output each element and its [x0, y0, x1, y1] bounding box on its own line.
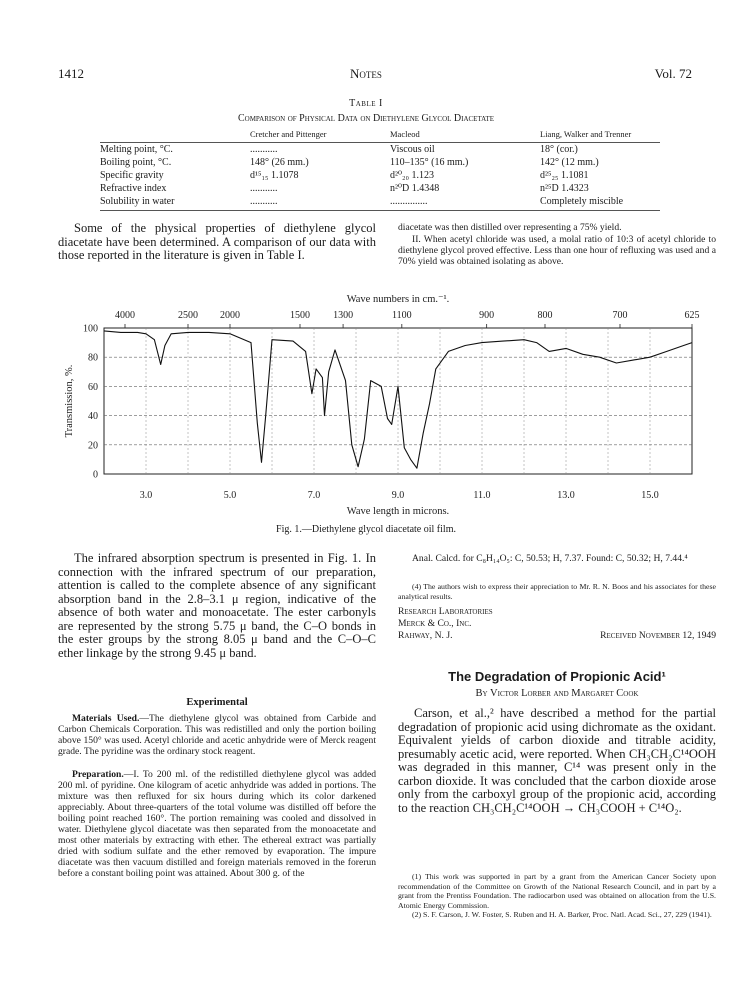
footnote-4: (4) The authors wish to express their appreciation to Mr. R. N. Boos and his associates for these analytical results.	[398, 582, 716, 601]
table-cell: ...........	[250, 183, 278, 194]
ir-spectrum-chart	[60, 288, 700, 548]
ir-spectrum-figure	[60, 288, 700, 548]
y-tick-label: 0	[93, 469, 98, 481]
top-tick-label: 2000	[220, 310, 240, 321]
table-cell: Melting point, °C.	[100, 144, 173, 155]
table-row	[100, 195, 660, 211]
x-tick-label: 5.0	[223, 490, 237, 501]
footnote-1: (1) This work was supported in part by a grant from the American Cancer Society upon recommendation of the Committee on Growth of the National Research Council, and in part by a grant from the Prentiss Foundation. The radiocarbon used was obtained on allocation from the U.S. Atomic Energy Commission.	[398, 872, 716, 910]
page-number: 1412	[58, 66, 84, 81]
yield-paragraph: diacetate was then distilled over representing a 75% yield.	[398, 222, 622, 233]
x-tick-label: 7.0	[307, 490, 321, 501]
table-cell: Boiling point, °C.	[100, 157, 172, 168]
x-tick-label: 13.0	[557, 490, 575, 501]
table-row	[100, 182, 660, 195]
table-cell: n²⁵D 1.4323	[540, 183, 589, 194]
table-cell: n²⁰D 1.4348	[390, 183, 440, 194]
x-tick-label: 15.0	[641, 490, 659, 501]
materials-lead: Materials Used.	[72, 713, 140, 724]
top-tick-label: 2500	[178, 310, 198, 321]
x-tick-label: 11.0	[473, 490, 491, 501]
article-authors: By Victor Lorber and Margaret Cook	[475, 688, 639, 699]
materials-paragraph	[58, 713, 376, 757]
table-cell: Completely miscible	[540, 195, 660, 211]
footnote-2: (2) S. F. Carson, J. W. Foster, S. Ruben and H. A. Barker, Proc. Natl. Acad. Sci., 27, 229 (1941).	[412, 910, 712, 919]
intro-paragraph: Some of the physical properties of diethylene glycol diacetate have been determined. A comparison of our data with those reported in the literature is given in Table I.	[58, 221, 376, 262]
table-header: Cretcher and Pittenger	[250, 129, 390, 143]
table-cell: d¹⁵₁₅ 1.1078	[250, 170, 299, 181]
top-axis-label: Wave numbers in cm.⁻¹.	[346, 294, 450, 305]
top-tick-label: 4000	[115, 310, 135, 321]
x-tick-label: 3.0	[139, 490, 153, 501]
top-tick-label: 1100	[391, 310, 412, 321]
top-tick-label: 1300	[333, 310, 354, 321]
table-header	[100, 129, 250, 143]
materials-text: —The diethylene glycol was obtained from Carbide and Carbon Chemicals Corporation. This was redistilled and only the portion boiling above 150° was used. Acetyl chloride and acetic anhydride were of Merck reagent grade. The pyridine was the ordinary stock reagent.	[58, 713, 377, 757]
table-cell: 110–135° (16 mm.)	[390, 157, 469, 168]
acetyl-chloride-paragraph: II. When acetyl chloride was used, a molal ratio of 10:3 of acetyl chloride to diethylene glycol proved effective. Less than one hour of refluxing was used and a 70% yield was obtained isolating as above.	[398, 234, 716, 267]
comparison-table	[100, 129, 660, 211]
preparation-text: —I. To 200 ml. of the redistilled diethylene glycol was added 200 ml. of pyridine. One kilogram of acetic anhydride was added in portions. The mixture was then refluxed for six hours during which its color darkened appreciably. About three-quarters of the total volume was distilled off before the boiling point reached 160°. The portion remaining was cooled and dissolved in water. Diethylene glycol diacetate was then separated from the monoacetate and most other materials by extracting with ether. The ethereal extract was partially dried with sodium sulfate and the ether removed by evaporation. The impure diacetate was then vacuum distilled and foreign materials removed in the forerun before a constant boiling point was attained. About 300 g. of the	[58, 769, 376, 879]
table-cell: d²⁵₂₅ 1.1081	[540, 170, 589, 181]
volume-label: Vol. 72	[654, 66, 692, 81]
table-cell: Specific gravity	[100, 170, 164, 181]
affiliation-city: Rahway, N. J.	[398, 630, 453, 641]
table-row	[100, 156, 660, 169]
table-row	[100, 143, 660, 157]
table-cell: Viscous oil	[390, 144, 435, 155]
table-cell: ...............	[390, 195, 540, 211]
table-cell: d²⁰₂₀ 1.123	[390, 170, 434, 181]
table-cell: 148° (26 mm.)	[250, 157, 309, 168]
table-cell: Solubility in water	[100, 195, 250, 211]
article-body: Carson, et al.,² have described a method for the partial degradation of propionic acid using dichromate as the oxidant. Equivalent yields of carbon dioxide and titrable acidity, presumably acetic acid, were reported. When CH₃CH₂C¹⁴OOH was degraded in this manner, C¹⁴ was present only in the carbon dioxide. It was concluded that the carbon dioxide arose only from the carboxyl group of the propionic acid, according to the reaction CH₃CH₂C¹⁴OOH → CH₃COOH + C¹⁴O₂.	[398, 706, 716, 815]
preparation-paragraph	[58, 769, 376, 879]
table-header-row	[100, 129, 660, 143]
x-tick-label: 9.0	[391, 490, 405, 501]
table-cell: 142° (12 mm.)	[540, 157, 599, 168]
article-title: The Degradation of Propionic Acid¹	[448, 669, 666, 684]
y-tick-label: 60	[88, 381, 98, 393]
affiliation-lab: Research Laboratories	[398, 606, 493, 617]
figure-caption: Fig. 1.—Diethylene glycol diacetate oil film.	[276, 524, 456, 535]
table-title: Table I	[349, 98, 383, 109]
table-header: Macleod	[390, 129, 540, 143]
top-tick-label: 1500	[290, 310, 310, 321]
affiliation-company: Merck & Co., Inc.	[398, 618, 472, 629]
top-tick-label: 900	[479, 310, 495, 321]
experimental-heading: Experimental	[186, 697, 248, 708]
table-header: Liang, Walker and Trenner	[540, 129, 660, 143]
y-tick-label: 100	[83, 323, 98, 335]
table-cell: ...........	[250, 195, 390, 211]
x-axis-label: Wave length in microns.	[346, 506, 450, 517]
table-caption: Comparison of Physical Data on Diethylene Glycol Diacetate	[237, 113, 495, 124]
preparation-lead: Preparation.	[72, 769, 124, 780]
analysis-line: Anal. Calcd. for C₈H₁₄O₅: C, 50.53; H, 7.37. Found: C, 50.32; H, 7.44.⁴	[412, 553, 688, 564]
running-head: Notes	[350, 66, 382, 81]
top-tick-label: 800	[537, 310, 553, 321]
y-tick-label: 20	[88, 440, 98, 452]
table-row	[100, 169, 660, 182]
y-tick-label: 40	[88, 411, 98, 423]
top-tick-label: 625	[684, 310, 700, 321]
table-cell: ...........	[250, 144, 278, 155]
spectrum-line	[104, 331, 692, 468]
received-date: Received November 12, 1949	[600, 630, 716, 641]
table-cell: Refractive index	[100, 183, 167, 194]
y-tick-label: 80	[88, 352, 98, 364]
ir-discussion-paragraph: The infrared absorption spectrum is presented in Fig. 1. In connection with the infrared spectrum of our preparation, attention is called to the complete absence of any significant absorption band in the 2.8–3.1 μ region, indicative of the absence of both water and monoacetate. The ester carbonyls are represented by the strong 5.75 μ band, the C–O bonds in the ester groups by the strong 8.05 μ band and the C–O–C ether linkage by the strong 9.45 μ band.	[58, 551, 376, 660]
y-axis-label: Transmission, %.	[64, 364, 75, 438]
table-cell: 18° (cor.)	[540, 144, 578, 155]
top-tick-label: 700	[612, 310, 628, 321]
